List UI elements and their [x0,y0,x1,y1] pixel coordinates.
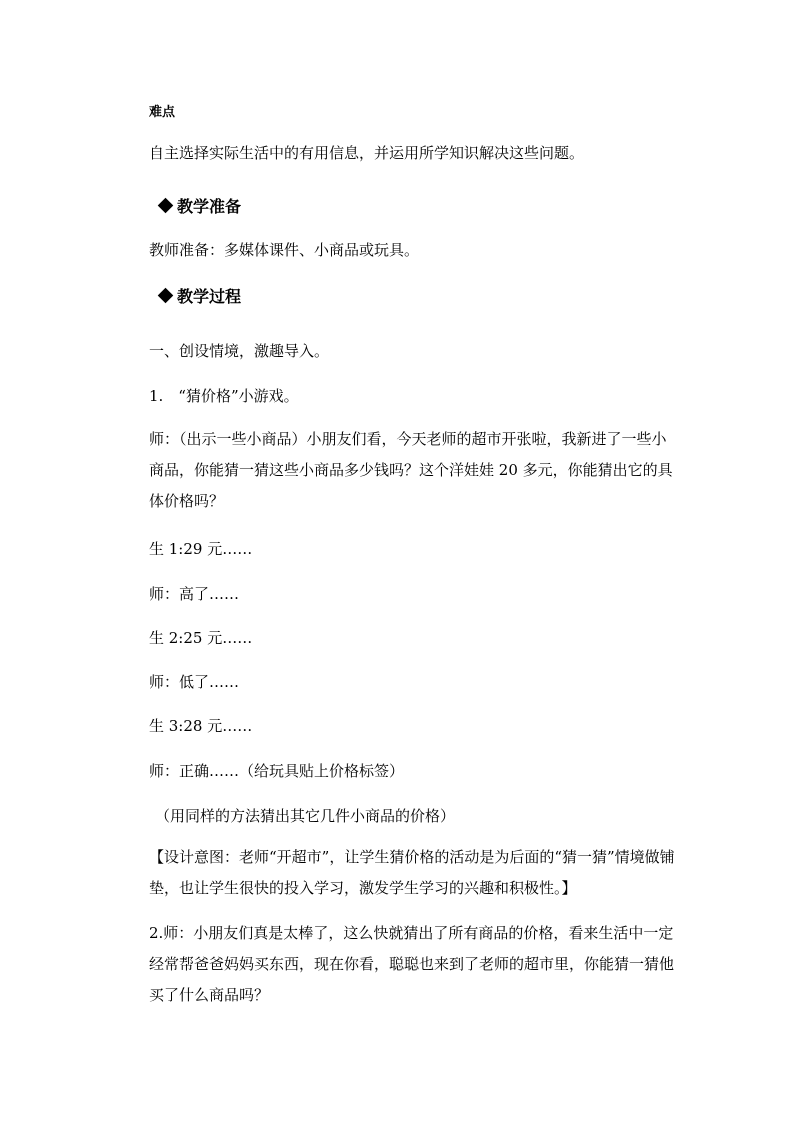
diamond-bullet-icon [158,198,174,214]
dialogue-line: 生 3:28 元…… [149,717,253,735]
method-note: （用同样的方法猜出其它几件小商品的价格） [155,807,456,825]
dialogue-line: 生 2:25 元…… [149,629,253,647]
preparation-text: 教师准备：多媒体课件、小商品或玩具。 [149,241,420,259]
dialogue-line: 师：高了…… [149,585,240,603]
difficulty-title: 难点 [149,105,176,120]
process-heading [160,287,241,307]
dialogue-line: 生 1:29 元…… [149,540,253,558]
preparation-heading-label: 教学准备 [177,197,242,216]
item-two-paragraph [149,918,679,1011]
process-heading-label: 教学过程 [177,287,242,306]
item-two-text: 2.师：小朋友们真是太棒了，这么快就猜出了所有商品的价格，看来生活中一定经常帮爸爸妈妈买东西，现在你看，聪聪也来到了老师的超市里，你能猜一猜他买了什么商品吗？ [149,924,675,1004]
design-intent-text: 【设计意图：老师“开超市”，让学生猜价格的活动是为后面的“猜一猜”情境做铺垫，也让学生很快的投入学习，激发学生学习的兴趣和积极性。】 [149,848,675,897]
section-one-title: 一、创设情境，激趣导入。 [149,342,330,360]
diamond-bullet-icon [158,288,174,304]
item-one: 1. “猜价格”小游戏。 [149,387,299,405]
preparation-heading [160,197,241,217]
difficulty-text: 自主选择实际生活中的有用信息，并运用所学知识解决这些问题。 [149,144,585,162]
dialogue-line: 师：低了…… [149,673,240,691]
teacher-intro-paragraph [149,424,679,517]
dialogue-line: 师：正确……（给玩具贴上价格标签） [149,762,405,780]
design-intent-paragraph [149,842,679,904]
teacher-intro-text: 师：（出示一些小商品）小朋友们看，今天老师的超市开张啦，我新进了一些小商品，你能猜一猜这些小商品多少钱吗？这个洋娃娃 20 多元，你能猜出它的具体价格吗？ [149,430,673,510]
